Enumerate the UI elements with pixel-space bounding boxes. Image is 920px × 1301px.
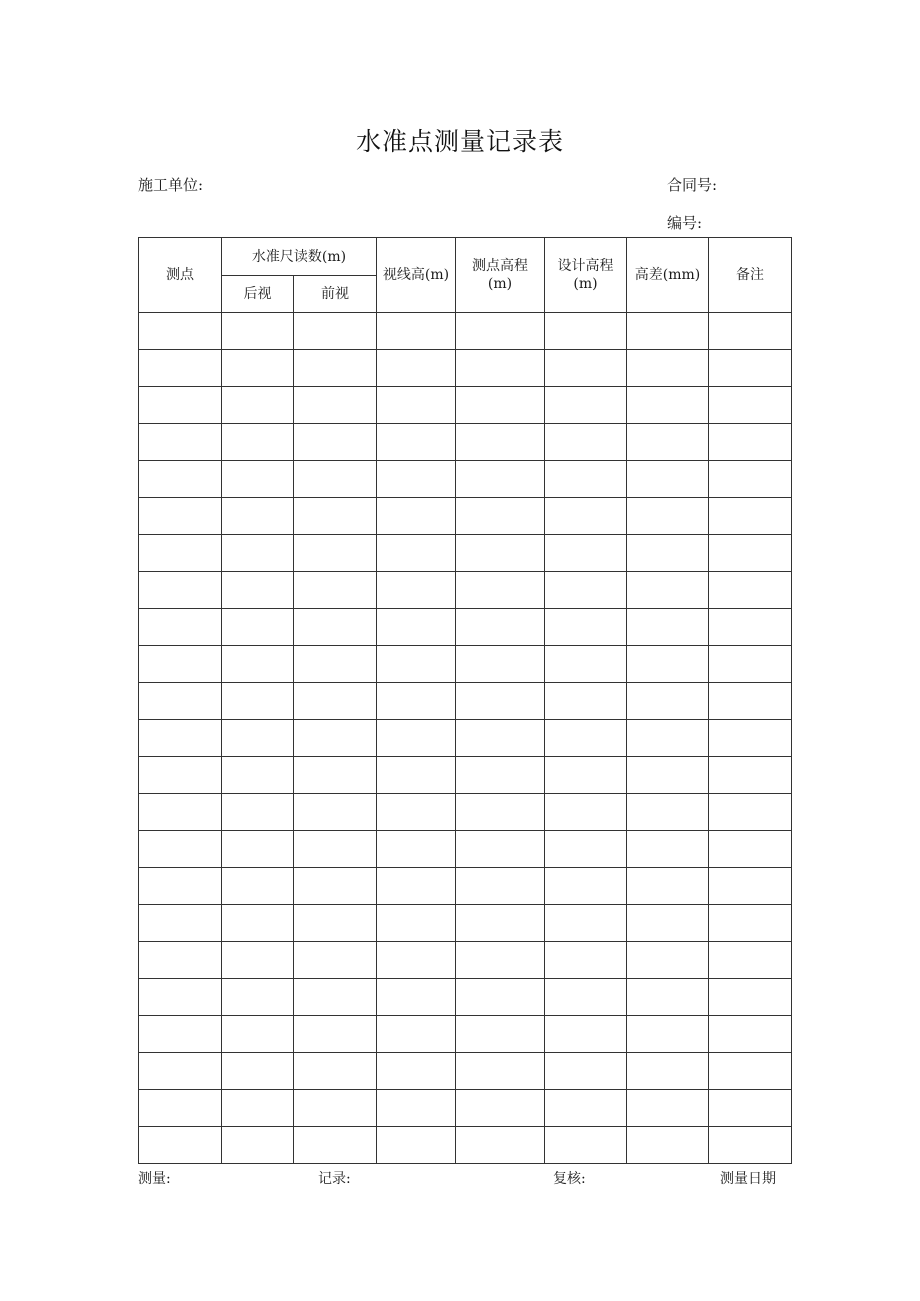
table-cell[interactable] (456, 535, 545, 572)
table-cell[interactable] (709, 313, 792, 350)
table-cell[interactable] (139, 387, 222, 424)
table-cell[interactable] (545, 757, 627, 794)
table-cell[interactable] (222, 535, 294, 572)
table-row (139, 868, 792, 905)
table-cell[interactable] (709, 498, 792, 535)
table-cell[interactable] (709, 942, 792, 979)
table-cell[interactable] (139, 1090, 222, 1127)
table-cell[interactable] (709, 868, 792, 905)
table-row (139, 683, 792, 720)
table-row (139, 720, 792, 757)
table-cell[interactable] (545, 350, 627, 387)
table-cell[interactable] (545, 609, 627, 646)
table-cell[interactable] (139, 905, 222, 942)
table-cell[interactable] (294, 461, 377, 498)
table-cell[interactable] (456, 646, 545, 683)
table-cell[interactable] (377, 461, 456, 498)
table-cell[interactable] (139, 609, 222, 646)
col-header-remarks: 备注 (709, 238, 792, 313)
table-cell[interactable] (377, 1016, 456, 1053)
table-cell[interactable] (294, 498, 377, 535)
table-cell[interactable] (139, 868, 222, 905)
table-cell[interactable] (294, 794, 377, 831)
col-header-height-diff: 高差(mm) (627, 238, 709, 313)
table-cell[interactable] (545, 720, 627, 757)
table-cell[interactable] (294, 646, 377, 683)
serial-no-label: 编号: (667, 214, 703, 232)
table-cell[interactable] (627, 757, 709, 794)
table-cell[interactable] (627, 905, 709, 942)
table-cell[interactable] (139, 313, 222, 350)
table-cell[interactable] (294, 979, 377, 1016)
table-cell[interactable] (222, 387, 294, 424)
table-cell[interactable] (627, 387, 709, 424)
table-cell[interactable] (456, 720, 545, 757)
table-row (139, 609, 792, 646)
table-cell[interactable] (222, 794, 294, 831)
table-cell[interactable] (222, 1127, 294, 1164)
table-cell[interactable] (627, 646, 709, 683)
table-cell[interactable] (627, 1127, 709, 1164)
table-cell[interactable] (377, 1053, 456, 1090)
table-row (139, 831, 792, 868)
table-cell[interactable] (627, 313, 709, 350)
table-cell[interactable] (456, 1090, 545, 1127)
table-cell[interactable] (627, 831, 709, 868)
table-cell[interactable] (709, 1127, 792, 1164)
table-cell[interactable] (222, 868, 294, 905)
table-cell[interactable] (456, 794, 545, 831)
col-header-point: 测点 (139, 238, 222, 313)
table-cell[interactable] (377, 942, 456, 979)
table-cell[interactable] (627, 609, 709, 646)
table-cell[interactable] (627, 350, 709, 387)
table-cell[interactable] (627, 720, 709, 757)
table-cell[interactable] (545, 979, 627, 1016)
table-cell[interactable] (377, 350, 456, 387)
table-cell[interactable] (139, 461, 222, 498)
table-cell[interactable] (377, 979, 456, 1016)
table-cell[interactable] (545, 1053, 627, 1090)
table-cell[interactable] (139, 646, 222, 683)
table-cell[interactable] (709, 683, 792, 720)
table-cell[interactable] (627, 794, 709, 831)
table-cell[interactable] (456, 979, 545, 1016)
page-title: 水准点测量记录表 (355, 127, 564, 156)
table-cell[interactable] (709, 1090, 792, 1127)
col-header-sight-height: 视线高(m) (377, 238, 456, 313)
table-cell[interactable] (627, 424, 709, 461)
table-cell[interactable] (709, 1016, 792, 1053)
table-cell[interactable] (222, 1053, 294, 1090)
table-cell[interactable] (545, 905, 627, 942)
table-cell[interactable] (456, 905, 545, 942)
table-cell[interactable] (545, 1127, 627, 1164)
table-cell[interactable] (545, 387, 627, 424)
table-cell[interactable] (456, 424, 545, 461)
table-cell[interactable] (545, 942, 627, 979)
table-cell[interactable] (377, 424, 456, 461)
table-cell[interactable] (139, 794, 222, 831)
survey-date-label: 测量日期 (720, 1171, 776, 1187)
table-cell[interactable] (222, 1090, 294, 1127)
table-row (139, 535, 792, 572)
table-cell[interactable] (139, 942, 222, 979)
table-cell[interactable] (294, 572, 377, 609)
table-cell[interactable] (456, 757, 545, 794)
table-cell[interactable] (294, 1016, 377, 1053)
table-cell[interactable] (709, 794, 792, 831)
table-cell[interactable] (377, 720, 456, 757)
table-cell[interactable] (377, 868, 456, 905)
table-cell[interactable] (709, 720, 792, 757)
table-cell[interactable] (377, 1090, 456, 1127)
table-cell[interactable] (222, 313, 294, 350)
table-cell[interactable] (456, 609, 545, 646)
table-cell[interactable] (627, 535, 709, 572)
table-row (139, 313, 792, 350)
table-cell[interactable] (294, 1053, 377, 1090)
table-row (139, 1127, 792, 1164)
table-cell[interactable] (377, 646, 456, 683)
table-row (139, 424, 792, 461)
construction-unit-label: 施工单位: (138, 176, 204, 194)
table-cell[interactable] (294, 757, 377, 794)
table-cell[interactable] (545, 313, 627, 350)
table-cell[interactable] (456, 942, 545, 979)
table-cell[interactable] (294, 387, 377, 424)
table-cell[interactable] (545, 424, 627, 461)
table-cell[interactable] (139, 1053, 222, 1090)
table-header-row-1 (139, 238, 792, 276)
table-cell[interactable] (627, 868, 709, 905)
table-row (139, 387, 792, 424)
col-header-staff-reading: 水准尺读数(m) (222, 238, 377, 276)
table-cell[interactable] (222, 461, 294, 498)
table-cell[interactable] (377, 387, 456, 424)
table-cell[interactable] (709, 609, 792, 646)
table-cell[interactable] (139, 831, 222, 868)
table-row (139, 498, 792, 535)
table-row (139, 1053, 792, 1090)
table-cell[interactable] (222, 757, 294, 794)
col-header-point-elevation: 测点高程 (m) (456, 238, 545, 313)
survey-record-table (138, 237, 792, 1164)
col-header-design-elevation: 设计高程 (m) (545, 238, 627, 313)
table-cell[interactable] (294, 1090, 377, 1127)
table-cell[interactable] (709, 979, 792, 1016)
table-cell[interactable] (709, 905, 792, 942)
table-cell[interactable] (222, 572, 294, 609)
table-cell[interactable] (627, 572, 709, 609)
table-cell[interactable] (222, 683, 294, 720)
table-cell[interactable] (294, 535, 377, 572)
table-cell[interactable] (294, 1127, 377, 1164)
table-cell[interactable] (456, 1053, 545, 1090)
table-row (139, 646, 792, 683)
table-cell[interactable] (545, 831, 627, 868)
table-cell[interactable] (627, 942, 709, 979)
table-cell[interactable] (709, 461, 792, 498)
col-header-backsight: 后视 (222, 276, 294, 313)
recorder-label: 记录: (318, 1171, 351, 1187)
table-cell[interactable] (294, 905, 377, 942)
table-cell[interactable] (709, 350, 792, 387)
table-cell[interactable] (139, 720, 222, 757)
table-cell[interactable] (456, 313, 545, 350)
table-cell[interactable] (627, 1053, 709, 1090)
table-cell[interactable] (139, 350, 222, 387)
table-cell[interactable] (294, 942, 377, 979)
table-cell[interactable] (222, 905, 294, 942)
table-cell[interactable] (139, 535, 222, 572)
table-cell[interactable] (456, 831, 545, 868)
table-cell[interactable] (222, 498, 294, 535)
table-cell[interactable] (709, 572, 792, 609)
table-cell[interactable] (222, 720, 294, 757)
table-cell[interactable] (627, 1090, 709, 1127)
table-cell[interactable] (139, 757, 222, 794)
table-cell[interactable] (222, 1016, 294, 1053)
table-row (139, 905, 792, 942)
table-cell[interactable] (456, 387, 545, 424)
table-cell[interactable] (294, 424, 377, 461)
table-cell[interactable] (377, 313, 456, 350)
table-cell[interactable] (709, 535, 792, 572)
table-cell[interactable] (545, 498, 627, 535)
table-cell[interactable] (139, 979, 222, 1016)
table-cell[interactable] (456, 868, 545, 905)
table-cell[interactable] (709, 831, 792, 868)
table-cell[interactable] (139, 683, 222, 720)
table-cell[interactable] (377, 757, 456, 794)
table-row (139, 794, 792, 831)
table-cell[interactable] (377, 1127, 456, 1164)
table-cell[interactable] (377, 831, 456, 868)
table-cell[interactable] (377, 905, 456, 942)
table-cell[interactable] (545, 461, 627, 498)
table-cell[interactable] (709, 757, 792, 794)
table-cell[interactable] (709, 424, 792, 461)
table-cell[interactable] (377, 609, 456, 646)
table-row (139, 757, 792, 794)
table-cell[interactable] (377, 535, 456, 572)
table-cell[interactable] (222, 942, 294, 979)
table-cell[interactable] (627, 683, 709, 720)
table-cell[interactable] (456, 461, 545, 498)
table-row (139, 979, 792, 1016)
table-cell[interactable] (294, 868, 377, 905)
table-cell[interactable] (456, 498, 545, 535)
table-cell[interactable] (377, 572, 456, 609)
table-cell[interactable] (545, 794, 627, 831)
table-cell[interactable] (545, 868, 627, 905)
table-cell[interactable] (294, 350, 377, 387)
table-cell[interactable] (545, 683, 627, 720)
table-cell[interactable] (294, 720, 377, 757)
table-cell[interactable] (294, 683, 377, 720)
table-cell[interactable] (377, 794, 456, 831)
table-cell[interactable] (294, 831, 377, 868)
table-cell[interactable] (709, 1053, 792, 1090)
table-cell[interactable] (456, 683, 545, 720)
col-header-foresight: 前视 (294, 276, 377, 313)
table-cell[interactable] (545, 646, 627, 683)
table-cell[interactable] (456, 1127, 545, 1164)
table-cell[interactable] (456, 350, 545, 387)
table-cell[interactable] (222, 831, 294, 868)
table-cell[interactable] (627, 498, 709, 535)
table-row (139, 461, 792, 498)
table-cell[interactable] (139, 572, 222, 609)
table-cell[interactable] (709, 646, 792, 683)
table-row (139, 572, 792, 609)
table-cell[interactable] (545, 535, 627, 572)
table-cell[interactable] (456, 572, 545, 609)
reviewer-label: 复核: (553, 1171, 586, 1187)
table-cell[interactable] (456, 1016, 545, 1053)
table-cell[interactable] (222, 424, 294, 461)
table-cell[interactable] (545, 1016, 627, 1053)
contract-no-label: 合同号: (667, 176, 718, 194)
table-cell[interactable] (139, 1127, 222, 1164)
table-cell[interactable] (222, 609, 294, 646)
table-cell[interactable] (294, 313, 377, 350)
table-cell[interactable] (377, 683, 456, 720)
table-row (139, 350, 792, 387)
table-cell[interactable] (377, 498, 456, 535)
table-cell[interactable] (627, 461, 709, 498)
table-row (139, 942, 792, 979)
table-cell[interactable] (709, 387, 792, 424)
table-cell[interactable] (222, 979, 294, 1016)
table-cell[interactable] (139, 498, 222, 535)
table-cell[interactable] (627, 1016, 709, 1053)
table-cell[interactable] (222, 350, 294, 387)
table-cell[interactable] (627, 979, 709, 1016)
table-cell[interactable] (139, 1016, 222, 1053)
table-cell[interactable] (545, 1090, 627, 1127)
table-row (139, 1016, 792, 1053)
surveyor-label: 测量: (138, 1171, 171, 1187)
table-cell[interactable] (222, 646, 294, 683)
table-row (139, 1090, 792, 1127)
table-cell[interactable] (139, 424, 222, 461)
table-cell[interactable] (545, 572, 627, 609)
table-cell[interactable] (294, 609, 377, 646)
